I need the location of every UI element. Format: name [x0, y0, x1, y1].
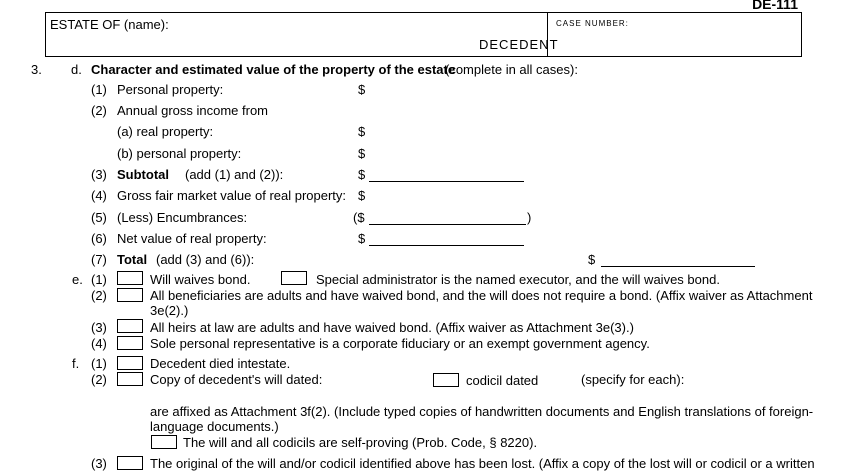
e1b-label: Special administrator is the named executor, and the will waives bond.	[316, 272, 720, 287]
row3-num: (3)	[91, 167, 107, 182]
e3-checkbox[interactable]	[117, 319, 143, 333]
f2-affixed-cont: language documents.)	[150, 419, 279, 434]
row1-label: Personal property:	[117, 82, 224, 97]
f1-label: Decedent died intestate.	[150, 356, 291, 371]
self-proving-checkbox[interactable]	[151, 435, 177, 449]
f2-specify: (specify for each):	[581, 372, 685, 387]
f1-checkbox[interactable]	[117, 356, 143, 370]
f1-num: (1)	[91, 356, 107, 371]
row5-num: (5)	[91, 210, 107, 225]
e1-label: Will waives bond.	[150, 272, 251, 287]
row6-num: (6)	[91, 231, 107, 246]
net-value-field[interactable]	[369, 245, 524, 246]
e4-label: Sole personal representative is a corporate fiduciary or an exempt government agency.	[150, 336, 650, 351]
self-proving-label: The will and all codicils are self-proving (Prob. Code, § 8220).	[183, 435, 538, 450]
f2-codicil-checkbox[interactable]	[433, 373, 459, 387]
row2a-currency: $	[358, 124, 366, 139]
e1-num: (1)	[91, 272, 107, 287]
f3-checkbox[interactable]	[117, 456, 143, 470]
section-f-letter: f.	[72, 356, 80, 371]
row2b-label: (b) personal property:	[117, 146, 242, 161]
f3-num: (3)	[91, 456, 107, 471]
f2-affixed: are affixed as Attachment 3f(2). (Include typed copies of handwritten documents and English translations of foreign-	[150, 404, 814, 419]
e4-checkbox[interactable]	[117, 336, 143, 350]
row4-label: Gross fair market value of real property:	[117, 188, 347, 203]
row5-open: ($	[353, 210, 365, 225]
form-number: DE-111	[752, 0, 798, 12]
section-d-note: (complete in all cases):	[445, 62, 578, 77]
f3-label: The original of the will and/or codicil identified above has been lost. (Affix a copy of the lost will or codicil or a written	[150, 456, 815, 471]
item-number: 3.	[31, 62, 42, 77]
row2-label: Annual gross income from	[117, 103, 269, 118]
row7-num: (7)	[91, 252, 107, 267]
row6-label: Net value of real property:	[117, 231, 267, 246]
estate-of-label: ESTATE OF (name):	[50, 17, 169, 32]
row2a-label: (a) real property:	[117, 124, 214, 139]
total-field[interactable]	[601, 266, 755, 267]
row7-bold: Total	[117, 252, 148, 267]
e2-label: All beneficiaries are adults and have waived bond, and the will does not require a bond. (Affix waiver as Attachment	[150, 288, 813, 303]
e4-num: (4)	[91, 336, 107, 351]
e1b-checkbox[interactable]	[281, 271, 307, 285]
row1-currency: $	[358, 82, 366, 97]
f2-num: (2)	[91, 372, 107, 387]
row2b-currency: $	[358, 146, 366, 161]
row6-currency: $	[358, 231, 366, 246]
case-number-label: CASE NUMBER:	[556, 19, 629, 28]
row5-close: )	[527, 210, 532, 225]
row2-num: (2)	[91, 103, 107, 118]
row4-num: (4)	[91, 188, 107, 203]
row1-num: (1)	[91, 82, 107, 97]
row3-rest: (add (1) and (2)):	[185, 167, 284, 182]
e1-checkbox[interactable]	[117, 271, 143, 285]
e3-label: All heirs at law are adults and have waived bond. (Affix waiver as Attachment 3e(3).)	[150, 320, 634, 335]
row5-label: (Less) Encumbrances:	[117, 210, 248, 225]
subtotal-field[interactable]	[369, 181, 524, 182]
encumbrances-field[interactable]	[369, 224, 526, 225]
decedent-label: DECEDENT	[479, 37, 559, 52]
row4-currency: $	[358, 188, 366, 203]
row3-currency: $	[358, 167, 366, 182]
e2-cont: 3e(2).)	[150, 303, 189, 318]
f2-checkbox[interactable]	[117, 372, 143, 386]
row3-bold: Subtotal	[117, 167, 169, 182]
f2-label: Copy of decedent's will dated:	[150, 372, 323, 387]
e3-num: (3)	[91, 320, 107, 335]
row7-rest: (add (3) and (6)):	[156, 252, 255, 267]
f2-codicil-label: codicil dated	[466, 373, 539, 388]
section-e-letter: e.	[72, 272, 83, 287]
row7-currency: $	[588, 252, 596, 267]
section-d-letter: d.	[71, 62, 82, 77]
e2-num: (2)	[91, 288, 107, 303]
section-d-title: Character and estimated value of the property of the estate	[91, 62, 456, 77]
e2-checkbox[interactable]	[117, 288, 143, 302]
